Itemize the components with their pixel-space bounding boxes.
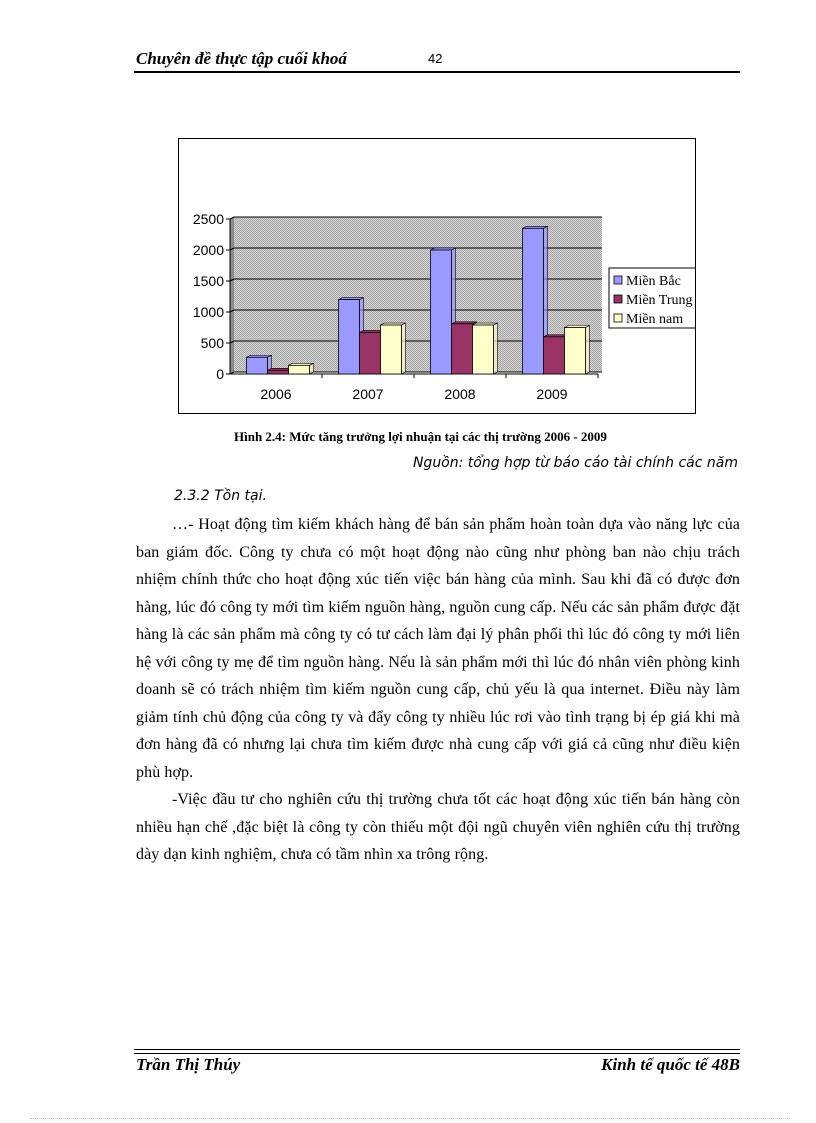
bar (381, 325, 402, 374)
x-tick-label: 2006 (260, 386, 292, 402)
bar (360, 332, 381, 374)
bar (289, 365, 310, 374)
footer-class: Kinh tế quốc tế 48B (601, 1055, 740, 1074)
x-tick-label: 2009 (536, 386, 568, 402)
y-tick-label: 2000 (192, 242, 224, 258)
bar (247, 357, 268, 374)
bar-side (494, 323, 498, 374)
bar (565, 328, 586, 375)
legend-swatch (614, 295, 622, 303)
y-tick-label: 0 (216, 366, 224, 382)
paragraph: -Việc đầu tư cho nghiên cứu thị trường chưa tốt các hoạt động xúc tiến bán hàng còn nhiều hạn chế ,đặc biệt là công ty còn thiếu một đội ngũ chuyên viên nghiên cứu thị trường dày dạn kinh nghiệm, chưa có tầm nhìn xa trông rộng. (136, 791, 740, 863)
figure-caption: Hình 2.4: Mức tăng trưởng lợi nhuận tại các thị trường 2006 - 2009 (234, 429, 607, 444)
legend-label: Miền Bắc (626, 274, 681, 289)
bar-side (402, 323, 406, 374)
y-tick-label: 1000 (192, 304, 224, 320)
bar (544, 337, 565, 374)
bar-side (586, 326, 590, 375)
legend-label: Miền Trung (626, 293, 693, 308)
y-tick-label: 1500 (192, 273, 224, 289)
bar (431, 250, 452, 374)
legend-swatch (614, 314, 622, 322)
footer-author: Trần Thị Thúy (136, 1055, 241, 1074)
y-tick-label: 2500 (192, 211, 224, 227)
bar (268, 370, 289, 374)
legend-label: Miền nam (626, 312, 684, 327)
bar (339, 300, 360, 374)
figure-source: Nguồn: tổng hợp từ báo cáo tài chính các năm (412, 455, 738, 471)
page-number: 42 (428, 51, 443, 66)
page-bottom-border (30, 1118, 790, 1119)
body-text (136, 511, 740, 869)
x-tick-label: 2007 (352, 386, 384, 402)
section-heading: 2.3.2 Tồn tại. (174, 488, 267, 504)
paragraph: …- Hoạt động tìm kiếm khách hàng để bán sản phẩm hoàn toàn dựa vào năng lực của ban giám đốc. Công ty chưa có một hoạt động nào cũng như phòng ban nào chịu trách nhiệm chính thức cho hoạt động xúc tiến việc bán hàng của mình. Sau khi đã có được đơn hàng, lúc đó công ty mới tìm kiếm nguồn hàng, nguồn cung cấp. Nếu các sản phẩm được đặt hàng là các sản phẩm mà công ty có tư cách làm đại lý phân phối thì lúc đó công ty mới liên hệ với công ty mẹ để tìm nguồn hàng. Nếu là sản phẩm mới thì lúc đó nhân viên phòng kinh doanh sẽ có trách nhiệm tìm kiếm nguồn cung cấp, chủ yếu là qua internet. Điều này làm giảm tính chủ động của công ty và đẩy công ty nhiều lúc rơi vào tình trạng bị ép giá khi mà đơn hàng đã có nhưng lại chưa tìm kiếm được nhà cung cấp với giá cả cũng như điều kiện phù hợp. (136, 516, 740, 781)
header-rule (134, 71, 740, 73)
bar (523, 228, 544, 374)
x-tick-label: 2008 (444, 386, 476, 402)
legend-swatch (614, 276, 622, 284)
chart-frame (178, 138, 696, 414)
plot-side-wall (230, 217, 234, 374)
footer-rule (134, 1049, 740, 1054)
bar (473, 325, 494, 374)
bar (452, 324, 473, 374)
header-title: Chuyên đề thực tập cuối khoá (136, 49, 347, 68)
profit-growth-chart (179, 139, 695, 413)
y-tick-label: 500 (200, 335, 224, 351)
